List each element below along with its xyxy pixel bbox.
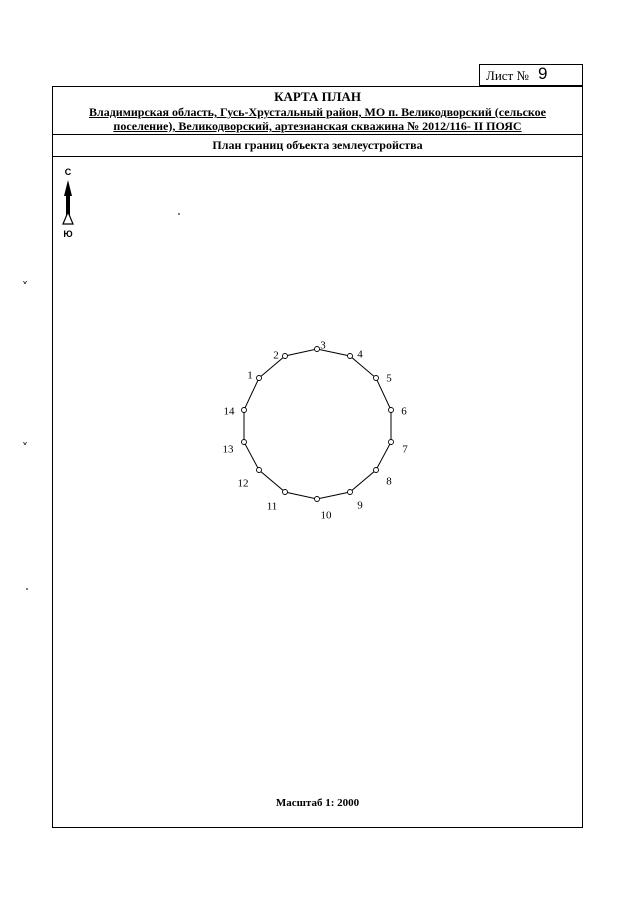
boundary-point-marker	[283, 490, 288, 495]
boundary-point-label: 3	[320, 339, 326, 352]
boundary-point-marker	[257, 376, 262, 381]
sheet-label: Лист №	[486, 68, 529, 83]
boundary-point-label: 2	[273, 349, 279, 362]
boundary-point-marker	[348, 490, 353, 495]
boundary-point-marker	[242, 408, 247, 413]
boundary-point-label: 1	[247, 369, 253, 382]
scan-mark: ˅	[22, 441, 28, 455]
compass-south-label: Ю	[63, 229, 73, 239]
boundary-point-marker	[283, 354, 288, 359]
boundary-polygon	[223, 340, 409, 522]
boundary-point-label: 6	[401, 405, 407, 418]
document-title: КАРТА ПЛАН	[274, 89, 361, 104]
boundary-point-label: 14	[223, 405, 235, 418]
boundary-point-label: 12	[237, 477, 249, 490]
scan-dot	[26, 588, 28, 590]
boundary-point-marker	[374, 468, 379, 473]
boundary-point-label: 4	[357, 348, 363, 361]
boundary-point-label: 11	[266, 500, 278, 513]
north-arrow-icon	[63, 180, 73, 224]
boundary-point-marker	[348, 354, 353, 359]
boundary-point-label: 5	[386, 372, 392, 385]
boundary-point-marker	[315, 497, 320, 502]
boundary-point-marker	[389, 440, 394, 445]
boundary-point-label: 10	[320, 509, 332, 522]
boundary-point-label: 8	[386, 475, 392, 488]
scale-label: Масштаб 1: 2000	[275, 797, 360, 809]
boundary-point-marker	[374, 376, 379, 381]
boundary-point-marker	[242, 440, 247, 445]
plan-title: План границ объекта землеустройства	[212, 138, 423, 152]
boundary-point-marker	[389, 408, 394, 413]
boundary-point-label: 9	[357, 499, 363, 512]
compass-north-label: С	[64, 167, 72, 177]
boundary-line	[244, 349, 391, 499]
boundary-point-marker	[315, 347, 320, 352]
scan-mark: ˅	[22, 280, 28, 294]
sheet-number: 9	[538, 64, 548, 83]
boundary-point-label: 7	[402, 443, 408, 456]
document-subtitle-line2: поселение), Великодворский, артезианская скважина № 2012/116- II ПОЯС	[113, 119, 522, 133]
boundary-point-marker	[257, 468, 262, 473]
scan-dot	[178, 213, 180, 215]
boundary-point-label: 13	[222, 443, 234, 456]
document-subtitle-line1: Владимирская область, Гусь-Хрустальный район, МО п. Великодворский (сельское	[88, 105, 547, 119]
